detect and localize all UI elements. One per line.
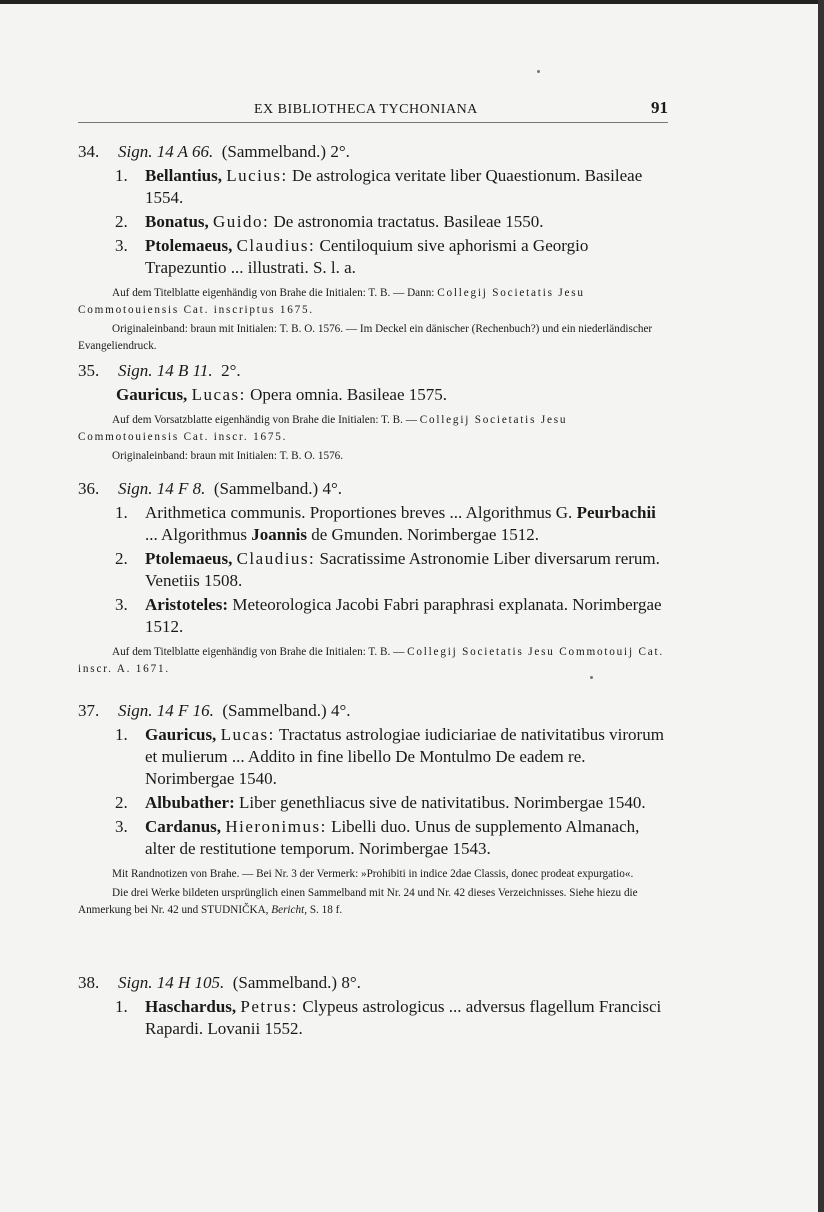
provenance-note: Auf dem Titelblatte eigenhändig von Brahe die Initialen: T. B. — Collegij Societatis Jesu Commotouij Cat. inscr. A. 1671.	[78, 646, 664, 675]
entry-heading	[78, 141, 668, 163]
shelf-signature: Sign. 14 F 8.	[118, 479, 206, 498]
running-header	[78, 98, 668, 123]
author-name: Aristoteles:	[145, 595, 229, 614]
title-text: Meteorologica Jacobi Fabri paraphrasi explanata. Norimbergae 1512.	[145, 595, 662, 636]
author-name: Peurbachii	[576, 503, 656, 522]
title-text: Tractatus astrologiae iudiciariae de nativitatibus virorum et mulierum ... Addito in fine libello De Montulmo De eadem re. Norimbergae 1540.	[145, 725, 664, 788]
title-text: Liber genethliacus sive de nativitatibus. Norimbergae 1540.	[238, 793, 646, 812]
entry-info: (Sammelband.) 4°.	[213, 479, 342, 498]
entry-heading	[78, 360, 668, 382]
title-text: Centiloquium sive aphorismi a Georgio Trapezuntio ... illustrati. S. l. a.	[145, 236, 589, 277]
page-top-edge	[0, 0, 824, 4]
list-item: 2. Ptolemaeus, Claudius: Sacratissime Astronomie Liber diversarum rerum. Venetiis 1508.	[115, 549, 660, 590]
title-text: De astronomia tractatus. Basileae 1550.	[273, 212, 544, 231]
list-item	[78, 384, 668, 406]
list-item: 2. Albubather: Liber genethliacus sive de nativitatibus. Norimbergae 1540.	[115, 793, 646, 812]
catalog-entry-36	[78, 478, 668, 678]
author-forename: Petrus:	[240, 997, 299, 1016]
header-title: EX BIBLIOTHECA TYCHONIANA	[254, 102, 478, 117]
list-item: 2. Bonatus, Guido: De astronomia tractatus. Basileae 1550.	[115, 212, 544, 231]
marginalia-note: Mit Randnotizen von Brahe. — Bei Nr. 3 der Vermerk: »Prohibiti in indice 2dae Classis, donec prodeat expurgatio«.	[112, 868, 634, 880]
cited-author: STUDNIČKA,	[201, 904, 269, 916]
title-text: Libelli duo. Unus de supplemento Almanach, alter de restitutione temporum. Norimbergae 1543.	[145, 817, 640, 858]
author-name: Gauricus,	[145, 725, 217, 744]
author-forename: Hieronimus:	[225, 817, 327, 836]
page-number: 91	[651, 98, 668, 117]
entry-number: 35.	[78, 361, 100, 380]
cited-work: Bericht,	[271, 904, 308, 916]
binding-note: Originaleinband: braun mit Initialen: T. B. O. 1576.	[112, 450, 344, 462]
author-name: Bellantius,	[145, 166, 222, 185]
page-right-edge	[818, 0, 824, 1212]
provenance-note: Auf dem Vorsatzblatte eigenhändig von Brahe die Initialen: T. B. — Collegij Societatis Jesu Commotouiensis Cat. inscr. 1675.	[78, 414, 568, 443]
author-forename: Claudius:	[236, 236, 316, 255]
list-item: 1. Haschardus, Petrus: Clypeus astrologicus ... adversus flagellum Francisci Rapardi. Lovanii 1552.	[115, 997, 662, 1038]
shelf-signature: Sign. 14 H 105.	[118, 973, 225, 992]
entry-heading	[78, 478, 668, 500]
scan-speck	[537, 70, 540, 73]
entry-number: 36.	[78, 479, 100, 498]
catalog-entry-37	[78, 700, 668, 919]
entry-info: (Sammelband.) 2°.	[221, 142, 350, 161]
title-text: Opera omnia. Basileae 1575.	[250, 385, 447, 404]
catalog-entry-34	[78, 141, 668, 355]
author-forename: Lucius:	[226, 166, 288, 185]
author-name: Joannis	[251, 525, 308, 544]
entry-info: (Sammelband.) 4°.	[222, 701, 351, 720]
author-name: Cardanus,	[145, 817, 222, 836]
shelf-signature: Sign. 14 A 66.	[118, 142, 214, 161]
title-text: Sacratissime Astronomie Liber diversarum rerum. Venetiis 1508.	[145, 549, 660, 590]
title-text: De astrologica veritate liber Quaestionum. Basileae 1554.	[145, 166, 643, 207]
title-text: Clypeus astrologicus ... adversus flagellum Francisci Rapardi. Lovanii 1552.	[145, 997, 662, 1038]
author-forename: Guido:	[213, 212, 270, 231]
author-name: Haschardus,	[145, 997, 237, 1016]
list-item: 1. Bellantius, Lucius: De astrologica veritate liber Quaestionum. Basileae 1554.	[115, 166, 643, 207]
entry-heading	[78, 700, 668, 722]
author-name: Ptolemaeus,	[145, 236, 233, 255]
shelf-signature: Sign. 14 F 16.	[118, 701, 214, 720]
list-item: 3. Ptolemaeus, Claudius: Centiloquium sive aphorismi a Georgio Trapezuntio ... illustrati. S. l. a.	[115, 236, 589, 277]
catalog-entry-35	[78, 360, 668, 465]
entry-number: 38.	[78, 973, 100, 992]
author-forename: Claudius:	[236, 549, 316, 568]
author-forename: Lucas:	[191, 385, 246, 404]
list-item: 3. Cardanus, Hieronimus: Libelli duo. Unus de supplemento Almanach, alter de restitutione temporum. Norimbergae 1543.	[115, 817, 640, 858]
catalog-entry-38	[78, 972, 668, 1040]
list-item: 3. Aristoteles: Meteorologica Jacobi Fabri paraphrasi explanata. Norimbergae 1512.	[115, 595, 662, 636]
entry-number: 34.	[78, 142, 100, 161]
list-item: 1. Arithmetica communis. Proportiones breves ... Algorithmus G. Peurbachii ... Algorithmus Joannis de Gmunden. Norimbergae 1512.	[115, 503, 656, 544]
author-forename: Lucas:	[220, 725, 275, 744]
entry-info: (Sammelband.) 8°.	[232, 973, 361, 992]
provenance-note: Auf dem Titelblatte eigenhändig von Brahe die Initialen: T. B. — Dann: Collegij Societatis Jesu Commotouiensis Cat. inscriptus 1675.	[78, 287, 585, 316]
author-name: Ptolemaeus,	[145, 549, 233, 568]
author-name: Gauricus,	[116, 385, 188, 404]
shelf-signature: Sign. 14 B 11.	[118, 361, 213, 380]
author-name: Albubather:	[145, 793, 235, 812]
entry-heading	[78, 972, 668, 994]
reference-note: Die drei Werke bildeten ursprünglich einen Sammelband mit Nr. 24 und Nr. 42 dieses Verzeichnisses. Siehe hiezu die Anmerkung bei Nr. 42 und STUDNIČKA, Bericht, S. 18 f.	[78, 887, 638, 916]
author-name: Bonatus,	[145, 212, 209, 231]
entry-info: 2°.	[221, 361, 241, 380]
binding-note: Originaleinband: braun mit Initialen: T. B. O. 1576. — Im Deckel ein dänischer (Rechenbuch?) und ein niederländischer Evangeliendruck.	[78, 323, 653, 352]
entry-number: 37.	[78, 701, 100, 720]
list-item: 1. Gauricus, Lucas: Tractatus astrologiae iudiciariae de nativitatibus virorum et mulierum ... Addito in fine libello De Montulmo De eadem re. Norimbergae 1540.	[115, 725, 664, 788]
